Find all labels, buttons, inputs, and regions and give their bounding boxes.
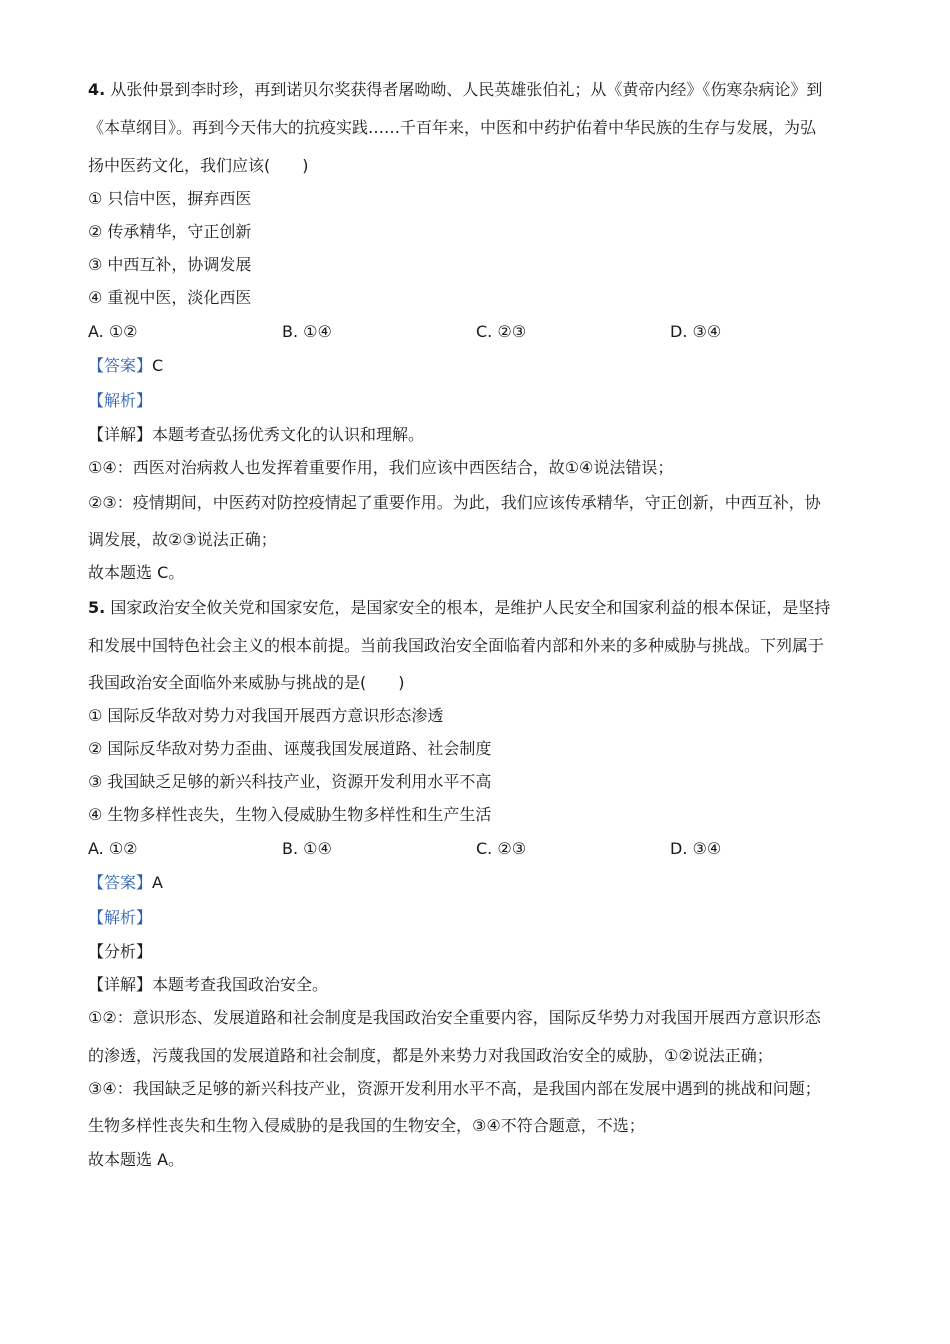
- q4-option-d: D. ③④: [670, 322, 722, 341]
- q5-option-c: C. ②③: [476, 839, 527, 858]
- q4-analysis-label: 【解析】: [88, 391, 153, 410]
- q4-option-b: B. ①④: [282, 322, 332, 341]
- q4-item-2: ② 传承精华，守正创新: [88, 222, 252, 241]
- q5-option-d: D. ③④: [670, 839, 722, 858]
- q5-detail-2: ①②：意识形态、发展道路和社会制度是我国政治安全重要内容，国际反华势力对我国开展西方意识形态: [88, 1008, 821, 1027]
- q4-item-3: ③ 中西互补，协调发展: [88, 255, 252, 274]
- q5-option-b: B. ①④: [282, 839, 332, 858]
- q5-detail-6: 故本题选 A。: [88, 1150, 185, 1169]
- q4-stem-line-2: 《本草纲目》。再到今天伟大的抗疫实践……千百年来，中医和中药护佑着中华民族的生存与发展，为弘: [88, 118, 817, 137]
- q5-option-a: A. ①②: [88, 839, 138, 858]
- q5-item-1: ① 国际反华敌对势力对我国开展西方意识形态渗透: [88, 706, 444, 725]
- q5-detail-5: 生物多样性丧失和生物入侵威胁的是我国的生物安全，③④不符合题意，不选；: [88, 1116, 645, 1135]
- q4-stem-line-3: 扬中医药文化，我们应该( ): [88, 156, 309, 175]
- q4-number: 4.: [88, 80, 106, 99]
- q5-detail-1: 【详解】本题考查我国政治安全。: [88, 975, 329, 994]
- q5-fenxi-label: 【分析】: [88, 942, 153, 961]
- q4-detail-1: 【详解】本题考查弘扬优秀文化的认识和理解。: [88, 425, 425, 444]
- q4-item-4: ④ 重视中医，淡化西医: [88, 288, 252, 307]
- q4-option-c: C. ②③: [476, 322, 527, 341]
- q5-analysis-label: 【解析】: [88, 908, 153, 927]
- q4-option-a: A. ①②: [88, 322, 138, 341]
- q4-detail-3: ②③：疫情期间，中医药对防控疫情起了重要作用。为此，我们应该传承精华，守正创新，中西互补，协: [88, 493, 821, 512]
- q5-item-2: ② 国际反华敌对势力歪曲、诬蔑我国发展道路、社会制度: [88, 739, 492, 758]
- q5-answer: 【答案】A: [88, 873, 163, 892]
- q4-detail-5: 故本题选 C。: [88, 563, 185, 582]
- q5-number: 5.: [88, 598, 106, 617]
- q5-detail-4: ③④：我国缺乏足够的新兴科技产业，资源开发利用水平不高，是我国内部在发展中遇到的挑战和问题；: [88, 1079, 821, 1098]
- q5-detail-3: 的渗透，污蔑我国的发展道路和社会制度，都是外来势力对我国政治安全的威胁，①②说法正确；: [88, 1046, 773, 1065]
- q4-answer: 【答案】C: [88, 356, 164, 375]
- q4-item-1: ① 只信中医，摒弃西医: [88, 189, 252, 208]
- q5-stem-line-2: 和发展中国特色社会主义的根本前提。当前我国政治安全面临着内部和外来的多种威胁与挑战。下列属于: [88, 636, 825, 655]
- q4-stem-line-1: 4. 从张仲景到李时珍，再到诺贝尔奖获得者屠呦呦、人民英雄张伯礼；从《黄帝内经》《伤寒杂病论》到: [88, 80, 823, 99]
- q5-stem-line-1: 5. 国家政治安全攸关党和国家安危，是国家安全的根本，是维护人民安全和国家利益的根本保证，是坚持: [88, 598, 831, 617]
- q5-item-3: ③ 我国缺乏足够的新兴科技产业，资源开发利用水平不高: [88, 772, 492, 791]
- q4-detail-2: ①④：西医对治病救人也发挥着重要作用，我们应该中西医结合，故①④说法错误；: [88, 458, 674, 477]
- q5-item-4: ④ 生物多样性丧失，生物入侵威胁生物多样性和生产生活: [88, 805, 492, 824]
- q5-stem-line-3: 我国政治安全面临外来威胁与挑战的是( ): [88, 673, 405, 692]
- q4-detail-4: 调发展，故②③说法正确；: [88, 530, 277, 549]
